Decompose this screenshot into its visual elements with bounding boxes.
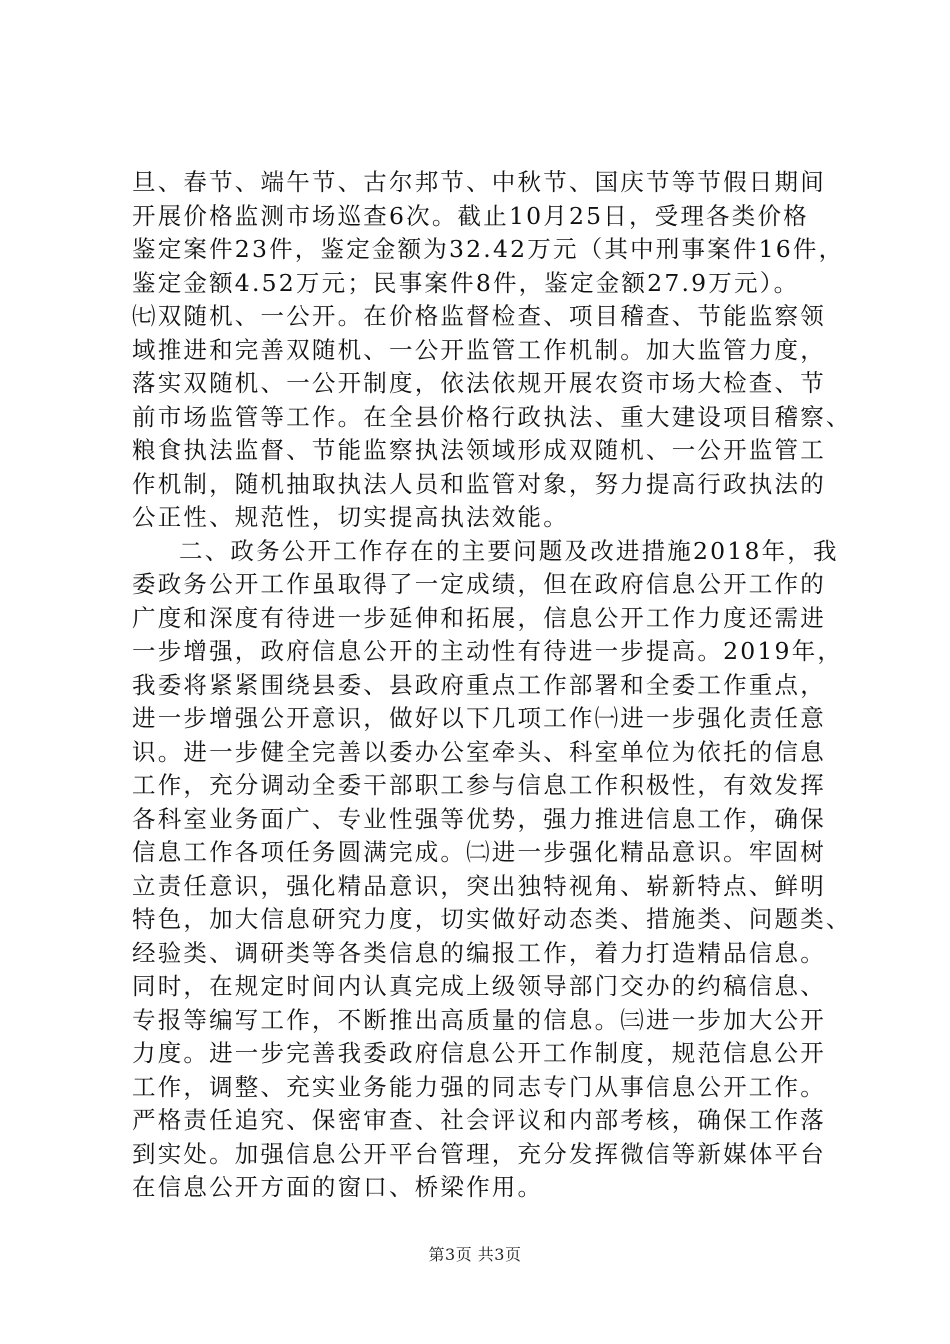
text-line: ㈦双随机、一公开。在价格监督检查、项目稽查、节能监察领 [132, 302, 826, 330]
text-line: 力度。进一步完善我委政府信息公开工作制度，规范信息公开 [132, 1039, 826, 1067]
text-line: 工作，充分调动全委干部职工参与信息工作积极性，有效发挥 [132, 771, 826, 799]
text-line: 我委将紧紧围绕县委、县政府重点工作部署和全委工作重点， [132, 670, 826, 699]
text-line: 粮食执法监督、节能监察执法领域形成双随机、一公开监管工 [132, 436, 826, 464]
section-heading-line: 二、政务公开工作存在的主要问题及改进措施2018年，我 [179, 536, 839, 565]
text-line: 信息工作各项任务圆满完成。㈡进一步强化精品意识。牢固树 [132, 838, 826, 866]
text-line: 严格责任追究、保密审查、社会评议和内部考核，确保工作落 [132, 1106, 826, 1134]
text-line: 落实双随机、一公开制度，依法依规开展农资市场大检查、节 [132, 369, 826, 397]
text-line: 作机制，随机抽取执法人员和监管对象，努力提高行政执法的 [132, 469, 826, 498]
text-line: 在信息公开方面的窗口、桥梁作用。 [132, 1173, 544, 1201]
text-line: 工作，调整、充实业务能力强的同志专门从事信息公开工作。 [132, 1072, 826, 1101]
text-line: 一步增强，政府信息公开的主动性有待进一步提高。2019年， [132, 637, 844, 665]
text-line: 特色，加大信息研究力度，切实做好动态类、措施类、问题类、 [132, 905, 852, 933]
text-line: 公正性、规范性，切实提高执法效能。 [132, 503, 569, 531]
text-line: 各科室业务面广、专业性强等优势，强力推进信息工作，确保 [132, 804, 826, 833]
text-line: 立责任意识，强化精品意识，突出独特视角、崭新特点、鲜明 [132, 871, 826, 900]
text-line: 识。进一步健全完善以委办公室牵头、科室单位为依托的信息 [132, 737, 826, 766]
text-line: 同时，在规定时间内认真完成上级领导部门交办的约稿信息、 [132, 972, 826, 1000]
text-line: 开展价格监测市场巡查6次。截止10月25日，受理各类价格 [132, 201, 809, 230]
text-line: 域推进和完善双随机、一公开监管工作机制。加大监管力度， [132, 335, 826, 364]
document-body [132, 166, 852, 1205]
text-line: 到实处。加强信息公开平台管理，充分发挥微信等新媒体平台 [132, 1139, 826, 1168]
text-line: 委政务公开工作虽取得了一定成绩，但在政府信息公开工作的 [132, 570, 826, 598]
text-line: 鉴定金额4.52万元；民事案件8件，鉴定金额27.9万元）。 [132, 268, 800, 297]
text-line: 经验类、调研类等各类信息的编报工作，着力打造精品信息。 [132, 938, 826, 967]
text-line: 专报等编写工作，不断推出高质量的信息。㈢进一步加大公开 [132, 1005, 826, 1034]
page-number-footer: 第3页 共3页 [428, 1245, 522, 1264]
text-line: 前市场监管等工作。在全县价格行政执法、重大建设项目稽察、 [132, 402, 852, 431]
text-line: 广度和深度有待进一步延伸和拓展，信息公开工作力度还需进 [132, 603, 826, 632]
text-line: 鉴定案件23件，鉴定金额为32.42万元（其中刑事案件16件， [132, 235, 845, 263]
text-line: 旦、春节、端午节、古尔邦节、中秋节、国庆节等节假日期间 [132, 168, 826, 196]
text-line: 进一步增强公开意识，做好以下几项工作㈠进一步强化责任意 [132, 704, 826, 732]
